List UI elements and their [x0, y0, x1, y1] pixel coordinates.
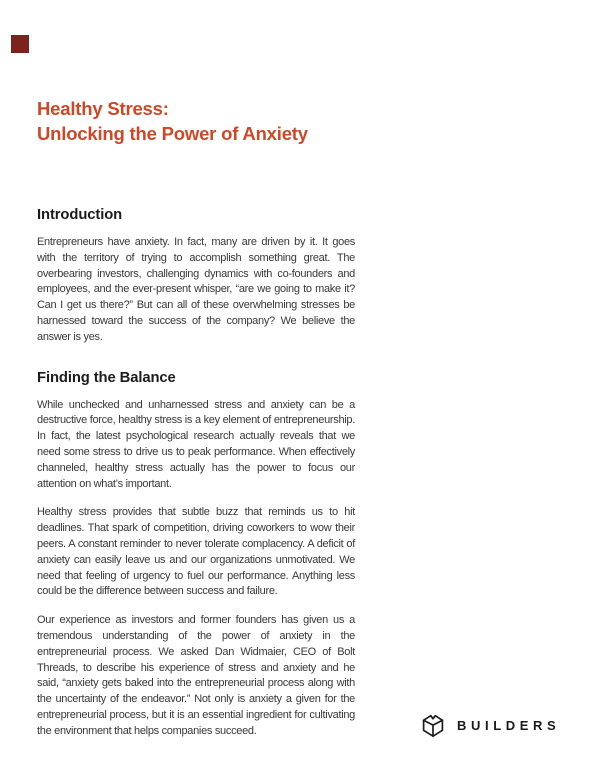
title-line-2: Unlocking the Power of Anxiety — [37, 122, 308, 144]
document-section — [37, 370, 355, 740]
title-line-1: Healthy Stress: — [37, 98, 169, 119]
brand-footer — [422, 713, 560, 738]
document-section — [37, 207, 355, 346]
section-heading: Finding the Balance — [37, 369, 176, 386]
brand-wordmark: BUILDERS — [457, 718, 561, 733]
corner-marker — [11, 35, 29, 53]
document-title — [37, 97, 308, 146]
paragraph: Our experience as investors and former founders has given us a tremendous understanding of the power of anxiety in the entrepreneurial process. We asked Dan Widmaier, CEO of Bolt Threads, to describe his experience of stress and anxiety and he said, “anxiety gets baked into the entrepreneurial process along with the uncertainty of the endeavor.” Not only is anxiety a given for the entrepreneurial process, but it is an essential ingredient for cultivating the environment that helps companies succeed. — [37, 614, 355, 737]
article-body — [37, 207, 355, 740]
section-heading: Introduction — [37, 207, 123, 223]
cube-logo-icon — [422, 713, 444, 738]
paragraph: Entrepreneurs have anxiety. In fact, many are driven by it. It goes with the territory of trying to accomplish something great. The overbearing investors, challenging dynamics with co-founders and employees, and the ever-present whisper, “are we going to make it? Can I get us there?” But can all of these overwhelming stresses be harnessed toward the success of the company? We believe the answer is yes. — [37, 236, 355, 343]
paragraph: While unchecked and unharnessed stress and anxiety can be a destructive force, healthy stress is a key element of entrepreneurship. In fact, the latest psychological research actually reveals that we need some stress to drive us to peak performance. When effectively channeled, healthy stress actually has the power to focus our attention on what’s important. — [37, 398, 355, 490]
paragraph: Healthy stress provides that subtle buzz that reminds us to hit deadlines. That spark of competition, driving coworkers to wow their peers. A constant reminder to never tolerate complacency. A deficit of anxiety can easily leave us and our organizations unmotivated. We need that feeling of urgency to fuel our performance. Anything less could be the difference between success and failure. — [37, 506, 355, 598]
